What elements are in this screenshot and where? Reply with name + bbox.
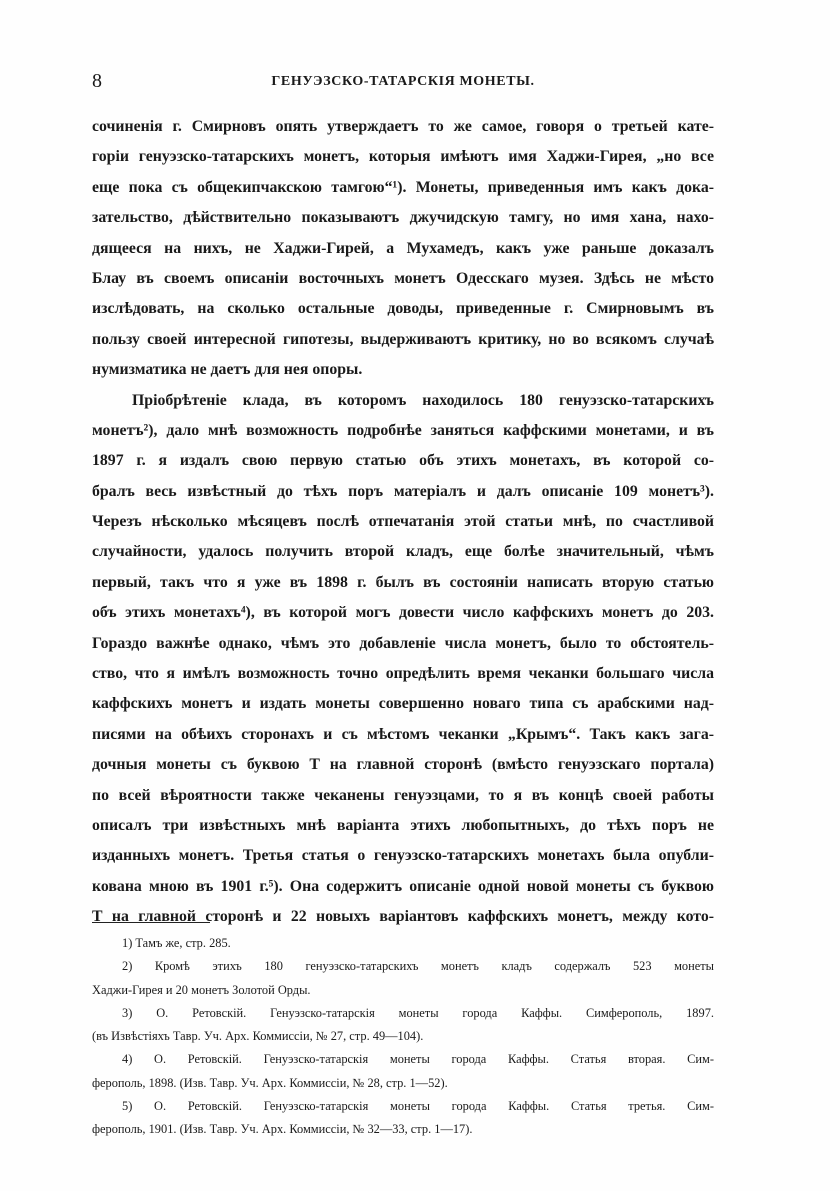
body-line: писями на обѣихъ сторонахъ и съ мѣстомъ чеканки „Крымъ“. Такъ какъ зага- bbox=[92, 725, 714, 743]
body-line: еще пока съ общекипчакскою тамгою“¹). Монеты, приведенныя имъ какъ дока- bbox=[92, 178, 714, 196]
body-line: Черезъ нѣсколько мѣсяцевъ послѣ отпечатанія этой статьи мнѣ, по счастливой bbox=[92, 513, 714, 531]
footnote-divider bbox=[92, 922, 210, 923]
footnote-4-cont: ферополь, 1898. (Изв. Тавр. Уч. Арх. Коммиссіи, № 28, стр. 1—52). bbox=[92, 1075, 448, 1090]
body-line: сочиненія г. Смирновъ опять утверждаетъ то же самое, говоря о третьей кате- bbox=[92, 118, 714, 135]
body-line: объ этихъ монетахъ⁴), въ которой могъ довести число каффскихъ монетъ до 203. bbox=[92, 604, 714, 622]
page-number: 8 bbox=[92, 70, 102, 92]
footnote-2-cont: Хаджи-Гирея и 20 монетъ Золотой Орды. bbox=[92, 982, 311, 997]
body-line: монетъ²), дало мнѣ возможность подробнѣе заняться каффскими монетами, и въ bbox=[92, 421, 714, 439]
body-line: дящееся на нихъ, не Хаджи-Гирей, а Мухамедъ, какъ уже раньше доказалъ bbox=[92, 239, 714, 257]
footnote-3-cont: (въ Извѣстіяхъ Тавр. Уч. Арх. Коммиссіи, № 27, стр. 49—104). bbox=[92, 1029, 424, 1044]
running-title: ГЕНУЭЗСКО-ТАТАРСКІЯ МОНЕТЫ. bbox=[271, 74, 535, 89]
body-line: каффскихъ монетъ и издать монеты совершенно новаго типа съ арабскими над- bbox=[92, 695, 714, 713]
body-line: изслѣдовать, на сколько остальные доводы, приведенные г. Смирновымъ въ bbox=[92, 300, 714, 318]
footnote-5: 5) О. Ретовскій. Генуэзско-татарскія монеты города Каффы. Статья третья. Сим- bbox=[122, 1099, 714, 1114]
footnote-2: 2) Кромѣ этихъ 180 генуэзско-татарскихъ монетъ кладъ содержалъ 523 монеты bbox=[122, 959, 714, 974]
body-line: Т на главной сторонѣ и 22 новыхъ варіантовъ каффскихъ монетъ, между кото- bbox=[92, 908, 714, 926]
body-line: горіи генуэзско-татарскихъ монетъ, которыя имѣютъ имя Хаджи-Гирея, „но все bbox=[92, 148, 714, 166]
body-line: зательство, дѣйствительно показываютъ джучидскую тамгу, но имя хана, нахо- bbox=[92, 209, 714, 227]
footnotes bbox=[92, 932, 714, 1142]
body-line: Блау въ своемъ описаніи восточныхъ монетъ Одесскаго музея. Здѣсь не мѣсто bbox=[92, 269, 714, 287]
body-line: дочныя монеты съ буквою Т на главной сторонѣ (вмѣсто генуэзскаго портала) bbox=[92, 756, 714, 774]
body-line: первый, такъ что я уже въ 1898 г. былъ въ состояніи написать вторую статью bbox=[92, 573, 714, 591]
body-line: по всей вѣроятности также чеканены генуэзцами, то я въ концѣ своей работы bbox=[92, 786, 714, 804]
body-line: пользу своей интересной гипотезы, выдерживаютъ критику, но во всякомъ случаѣ bbox=[92, 330, 714, 348]
footnote-4: 4) О. Ретовскій. Генуэзско-татарскія монеты города Каффы. Статья вторая. Сим- bbox=[122, 1052, 714, 1067]
body-line: Пріобрѣтеніе клада, въ которомъ находилось 180 генуэзско-татарскихъ bbox=[132, 391, 714, 409]
page-header bbox=[92, 70, 714, 100]
footnote-5-cont: ферополь, 1901. (Изв. Тавр. Уч. Арх. Коммиссіи, № 32—33, стр. 1—17). bbox=[92, 1122, 473, 1137]
body-line: ство, что я имѣлъ возможность точно опредѣлить время чеканки большаго числа bbox=[92, 665, 714, 683]
footnote-3: 3) О. Ретовскій. Генуэзско-татарскія монеты города Каффы. Симферополь, 1897. bbox=[122, 1005, 714, 1020]
body-line: случайности, удалось получить второй кладъ, еще болѣе значительный, чѣмъ bbox=[92, 543, 714, 561]
body-line: изданныхъ монетъ. Третья статья о генуэзско-татарскихъ монетахъ была опубли- bbox=[92, 847, 714, 865]
body-line: описалъ три извѣстныхъ мнѣ варіанта этихъ любопытныхъ, до тѣхъ поръ не bbox=[92, 816, 714, 834]
body-line: кована мною въ 1901 г.⁵). Она содержитъ описаніе одной новой монеты съ буквою bbox=[92, 877, 714, 895]
body-line: Гораздо важнѣе однако, чѣмъ это добавленіе числа монетъ, было то обстоятель- bbox=[92, 634, 714, 652]
body-line: бралъ весь извѣстный до тѣхъ поръ матеріалъ и далъ описаніе 109 монетъ³). bbox=[92, 482, 714, 500]
body-text bbox=[92, 112, 714, 933]
footnote-1: 1) Тамъ же, стр. 285. bbox=[122, 936, 231, 950]
body-line: 1897 г. я издалъ свою первую статью объ этихъ монетахъ, въ которой со- bbox=[92, 452, 714, 470]
body-line: нумизматика не даетъ для нея опоры. bbox=[92, 361, 363, 379]
